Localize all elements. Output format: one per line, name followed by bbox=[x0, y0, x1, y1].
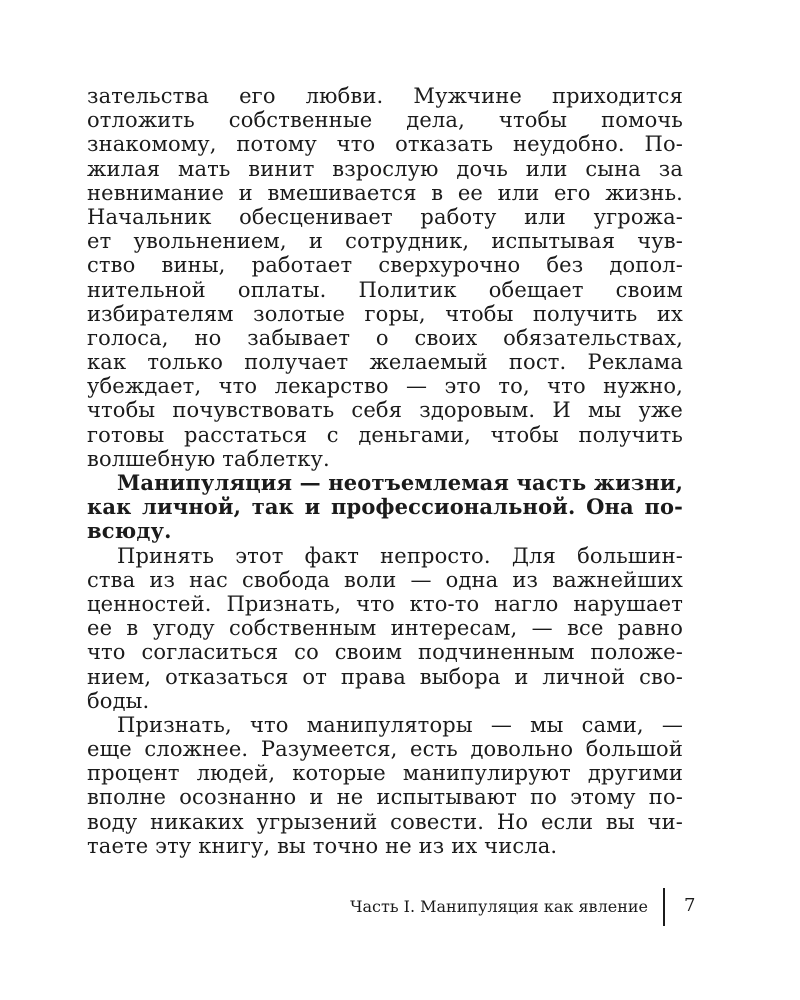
text-line: таете эту книгу, вы точно не из их числа. bbox=[87, 833, 558, 858]
text-line: невнимание и вмешивается в ее или его жизнь. bbox=[87, 180, 683, 205]
text-line: готовы расстаться с деньгами, чтобы получить bbox=[87, 422, 683, 447]
text-line: зательства его любви. Мужчине приходится bbox=[87, 84, 683, 108]
text-line: Признать, что манипуляторы — мы сами, — bbox=[117, 712, 683, 737]
text-line: ее в угоду собственным интересам, — все равно bbox=[87, 616, 683, 641]
text-line: чтобы почувствовать себя здоровым. И мы уже bbox=[87, 398, 683, 423]
page-number: 7 bbox=[684, 895, 696, 916]
text-line: нием, отказаться от права выбора и личной сво- bbox=[87, 664, 683, 689]
text-line: боды. bbox=[87, 688, 150, 713]
text-line: вполне осознанно и не испытывают по этому по- bbox=[87, 785, 683, 810]
text-line: голоса, но забывает о своих обязательствах, bbox=[87, 325, 683, 350]
footer-divider bbox=[663, 888, 665, 926]
text-line: ет увольнением, и сотрудник, испытывая чув- bbox=[87, 229, 683, 254]
text-line: ства из нас свобода воли — одна из важнейших bbox=[87, 567, 683, 592]
text-line: процент людей, которые манипулируют другими bbox=[87, 761, 683, 786]
text-line: жилая мать винит взрослую дочь или сына за bbox=[87, 156, 683, 181]
text-line: Принять этот факт непросто. Для большин- bbox=[117, 543, 683, 568]
page-body bbox=[87, 84, 683, 858]
text-line: ство вины, работает сверхурочно без допол- bbox=[87, 253, 683, 278]
paragraph bbox=[87, 713, 683, 858]
text-line: волшебную таблетку. bbox=[87, 446, 330, 471]
text-line: знакомому, потому что отказать неудобно. По- bbox=[87, 132, 683, 157]
text-line: ценностей. Признать, что кто-то нагло нарушает bbox=[87, 591, 683, 616]
text-line: нительной оплаты. Политик обещает своим bbox=[87, 277, 683, 302]
running-head: Часть I. Манипуляция как явление bbox=[350, 897, 648, 916]
text-line: Начальник обесценивает работу или угрожа- bbox=[87, 204, 683, 229]
text-line: еще сложнее. Разумеется, есть довольно большой bbox=[87, 737, 683, 762]
text-line: отложить собственные дела, чтобы помочь bbox=[87, 108, 683, 133]
text-line: как личной, так и профессиональной. Она по- bbox=[87, 494, 683, 520]
paragraph-bold-statement bbox=[87, 471, 683, 544]
text-line: избирателям золотые горы, чтобы получить их bbox=[87, 301, 683, 326]
text-line: Манипуляция — неотъемлемая часть жизни, bbox=[117, 470, 684, 495]
text-line: что согласиться со своим подчиненным положе- bbox=[87, 640, 683, 665]
text-line: убеждает, что лекарство — это то, что нужно, bbox=[87, 374, 683, 399]
text-line: всюду. bbox=[87, 518, 172, 544]
paragraph-continued bbox=[87, 84, 683, 471]
text-line: воду никаких угрызений совести. Но если вы чи- bbox=[87, 809, 683, 834]
paragraph bbox=[87, 544, 683, 713]
page-footer bbox=[0, 888, 800, 928]
text-line: как только получает желаемый пост. Реклама bbox=[87, 350, 683, 375]
